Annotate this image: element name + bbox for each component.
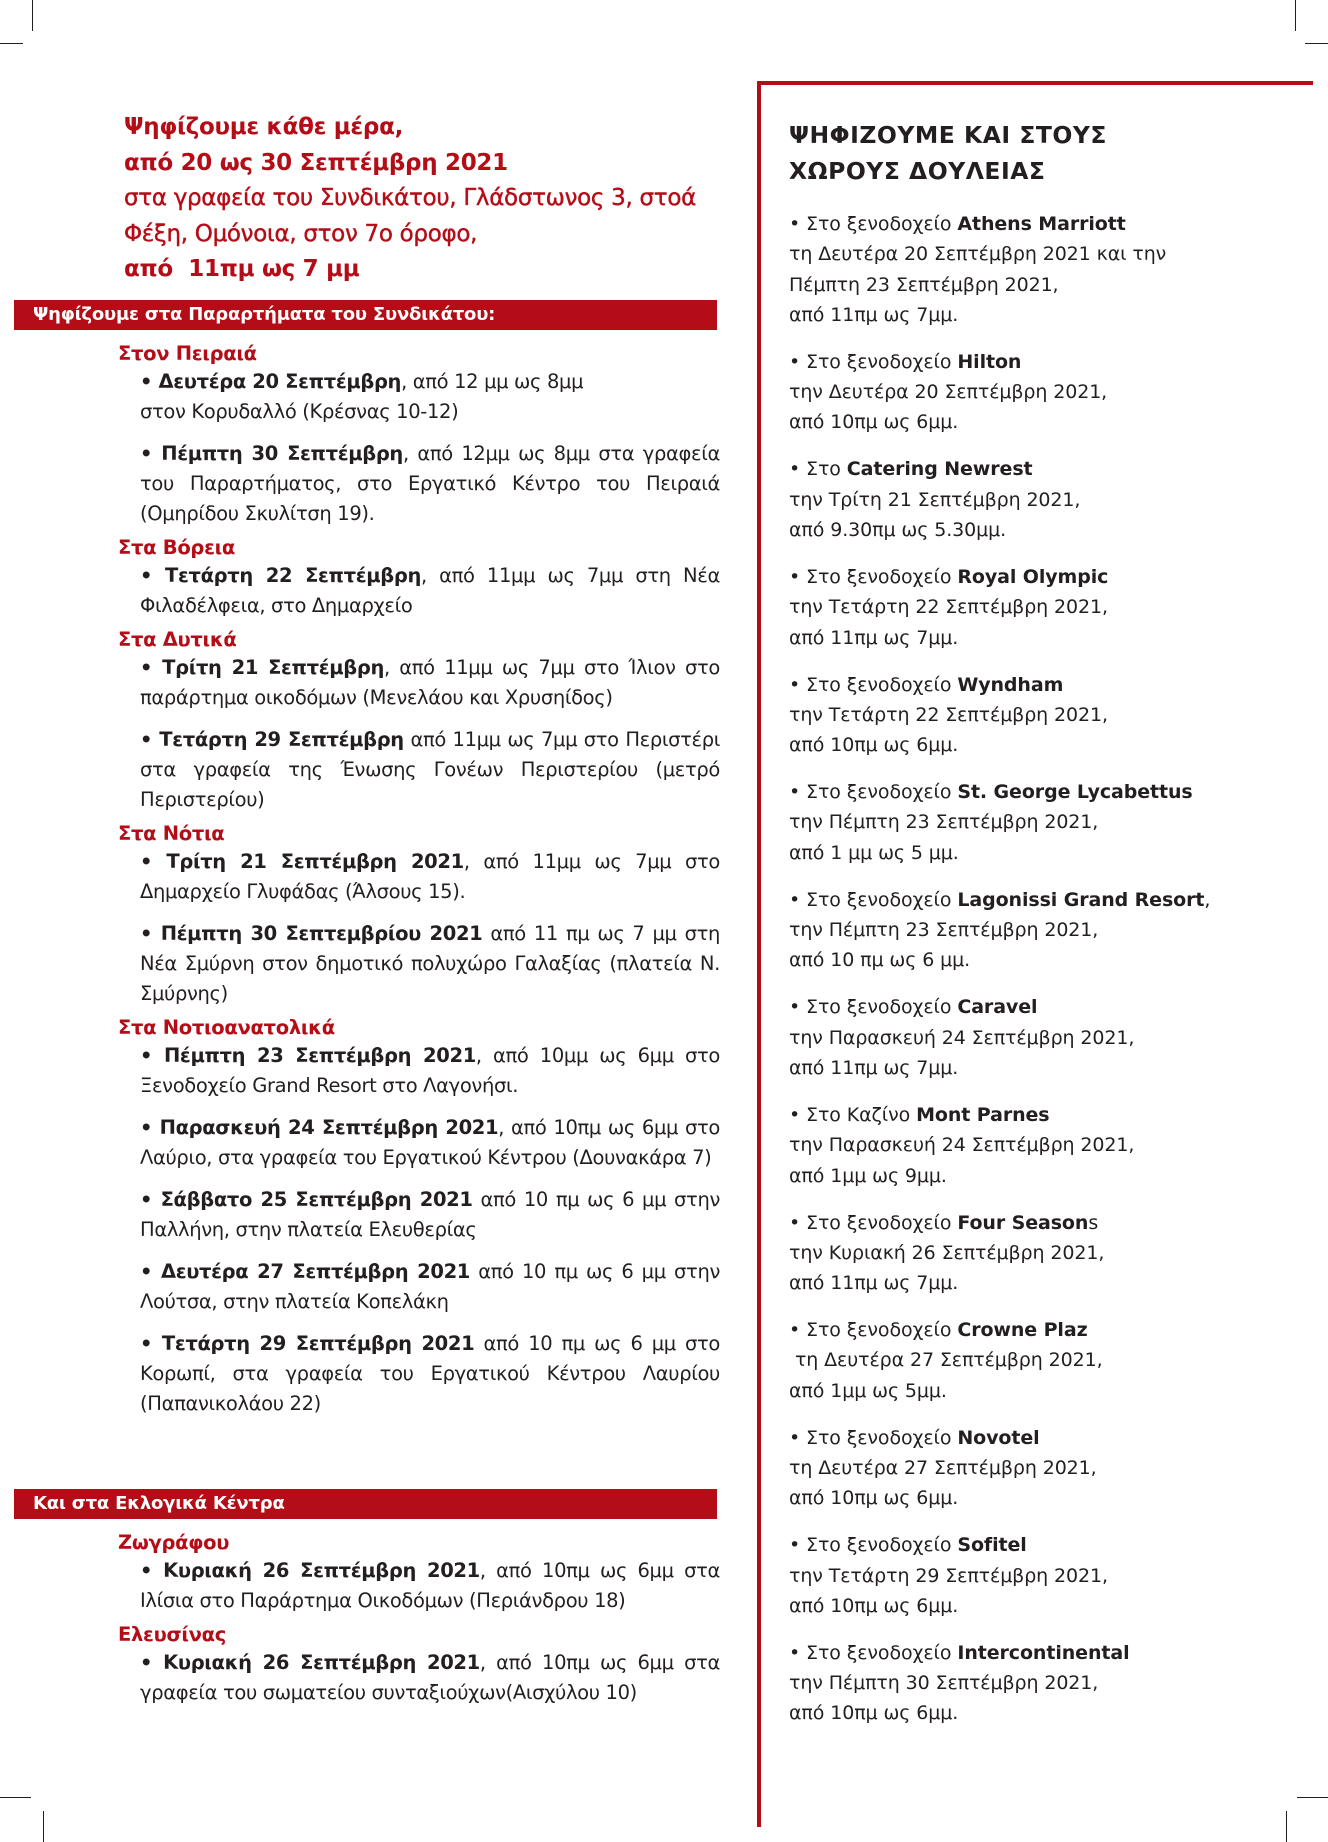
workplace-date: την Τετάρτη 29 Σεπτέμβρη 2021,: [789, 1564, 1108, 1587]
workplace-prefix: • Στο ξενοδοχείο: [789, 1211, 958, 1234]
workplace-item: [789, 1208, 1309, 1299]
workplace-time: από 11πμ ως 7μμ.: [789, 626, 959, 649]
electoral-list: [118, 1530, 720, 1714]
workplace-name-line: [789, 885, 1309, 915]
entry-date: • Τετάρτη 29 Σεπτέμβρη: [140, 728, 404, 751]
workplace-prefix: • Στο ξενοδοχείο: [789, 1641, 958, 1664]
workplace-prefix: • Στο Καζίνο: [789, 1103, 917, 1126]
entry-date: • Δευτέρα 27 Σεπτέμβρη 2021: [140, 1260, 471, 1283]
workplace-time: από 1 μμ ως 5 μμ.: [789, 841, 959, 864]
workplace-prefix: • Στο ξενοδοχείο: [789, 1319, 958, 1342]
workplace-name-line: [789, 1638, 1309, 1668]
workplace-name: Mont Parnes: [916, 1103, 1050, 1126]
region-title: Στον Πειραιά: [118, 342, 257, 365]
workplace-date: την Πέμπτη 30 Σεπτέμβρη 2021,: [789, 1672, 1099, 1695]
workplace-name: Wyndham: [957, 673, 1064, 696]
entry-details: , από 10πμ ως 6μμ στα γραφεία του σωματείου συνταξιούχων(Αισχύλου 10): [140, 1651, 720, 1704]
workplace-suffix: ,: [1204, 888, 1211, 911]
workplace-prefix: • Στο ξενοδοχείο: [789, 1534, 958, 1557]
entry-details: , από 11μμ ως 7μμ στη Νέα Φιλαδέλφεια, στο Δημαρχείο: [140, 564, 720, 617]
workplace-item: [789, 209, 1309, 330]
entry-date: • Τρίτη 21 Σεπτέμβρη 2021: [140, 850, 464, 873]
entry-date: • Πέμπτη 30 Σεπτεμβρίου 2021: [140, 922, 483, 945]
schedule-entry: [140, 1257, 720, 1317]
region-block: [118, 535, 720, 621]
crop-mark: [1295, 0, 1296, 31]
intro-line: από 20 ως 30 Σεπτέμβρη 2021: [124, 149, 508, 176]
workplace-name-line: [789, 1315, 1309, 1345]
workplace-date: την Τρίτη 21 Σεπτέμβρη 2021,: [789, 488, 1081, 511]
region-title: Στα Νοτιοανατολικά: [118, 1016, 335, 1039]
workplace-time: από 10πμ ως 6μμ.: [789, 1702, 959, 1725]
branches-header: Ψηφίζουμε στα Παραρτήματα του Συνδικάτου:: [14, 300, 717, 330]
crop-mark: [0, 1797, 31, 1798]
workplace-suffix: s: [1088, 1211, 1099, 1234]
workplace-name-line: [789, 347, 1309, 377]
workplace-prefix: • Στο ξενοδοχείο: [789, 213, 958, 235]
workplace-name: Crowne Plaz: [957, 1319, 1088, 1342]
workplaces-title-line: ΧΩΡΟΥΣ ΔΟΥΛΕΙΑΣ: [789, 157, 1046, 185]
region-title: Ζωγράφου: [118, 1531, 230, 1554]
entry-date: • Τετάρτη 22 Σεπτέμβρη: [140, 564, 421, 587]
workplace-time: από 1μμ ως 5μμ.: [789, 1379, 947, 1402]
workplace-item: [789, 1423, 1309, 1514]
workplace-date: την Πέμπτη 23 Σεπτέμβρη 2021,: [789, 811, 1099, 834]
entry-details: , από 12μμ ως 8μμ στα γραφεία του Παραρτήματος, στο Εργατικό Κέντρο του Πειραιά (Ομηρίδου Σκυλίτση 19).: [140, 442, 720, 525]
workplace-date: την Παρασκευή 24 Σεπτέμβρη 2021,: [789, 1026, 1135, 1049]
workplace-item: [789, 992, 1309, 1083]
workplaces-list: [789, 209, 1309, 1729]
workplace-prefix: • Στο ξενοδοχείο: [789, 673, 958, 696]
workplace-name-line: [789, 777, 1309, 807]
workplace-item: [789, 562, 1309, 653]
workplace-time: από 1μμ ως 9μμ.: [789, 1164, 947, 1187]
schedule-entry: [140, 919, 720, 1009]
region-block: [118, 821, 720, 1009]
workplace-name: Novotel: [957, 1426, 1040, 1449]
schedule-entry: [140, 439, 720, 529]
workplace-name-line: [789, 992, 1309, 1022]
entry-details: , από 10μμ ως 6μμ στο Ξενοδοχείο Grand Resort στο Λαγονήσι.: [140, 1044, 721, 1097]
workplace-prefix: • Στο ξενοδοχείο: [789, 350, 958, 373]
entry-details: , από 11μμ ως 7μμ στο Ίλιον στο παράρτημα οικοδόμων (Μενελάου και Χρυσηίδος): [140, 656, 720, 709]
workplace-name-line: [789, 1530, 1309, 1560]
workplace-time: από 10πμ ως 6μμ.: [789, 411, 959, 434]
crop-mark: [32, 0, 33, 31]
schedule-entry: [140, 1556, 720, 1616]
intro-line: στα γραφεία του Συνδικάτου, Γλάδστωνος 3, στοά: [124, 185, 696, 211]
entry-date: • Πέμπτη 23 Σεπτέμβρη 2021: [140, 1044, 476, 1067]
workplace-date: την Παρασκευή 24 Σεπτέμβρη 2021,: [789, 1134, 1135, 1157]
entry-details: από 11 πμ ως 7 μμ στη Νέα Σμύρνη στον δημοτικό πολυχώρο Γαλαξίας (πλατεία Ν. Σμύρνης): [140, 922, 720, 1005]
workplace-time: από 10 πμ ως 6 μμ.: [789, 949, 971, 972]
workplace-prefix: • Στο ξενοδοχείο: [789, 1426, 958, 1449]
workplace-item: [789, 1315, 1309, 1406]
schedule-entry: [140, 367, 720, 427]
crop-mark: [43, 1811, 44, 1842]
workplace-date: τη Δευτέρα 20 Σεπτέμβρη 2021 και την Πέμπτη 23 Σεπτέμβρη 2021,: [789, 243, 1167, 296]
workplace-item: [789, 1530, 1309, 1621]
workplace-name-line: [789, 670, 1309, 700]
entry-details: , από 10πμ ως 6μμ στο Λαύριο, στα γραφεία του Εργατικού Κέντρου (Δουνακάρα 7): [140, 1116, 720, 1169]
crop-mark: [0, 43, 23, 44]
workplace-time: από 11πμ ως 7μμ.: [789, 1272, 959, 1295]
workplace-prefix: • Στο ξενοδοχείο: [789, 566, 958, 589]
entry-date: • Τρίτη 21 Σεπτέμβρη: [140, 656, 384, 679]
region-title: Ελευσίνας: [118, 1623, 227, 1646]
workplace-time: από 11πμ ως 7μμ.: [789, 1056, 959, 1079]
entry-details: , από 11μμ ως 7μμ στο Δημαρχείο Γλυφάδας (Άλσους 15).: [140, 850, 721, 903]
workplace-item: [789, 454, 1309, 545]
workplace-item: [789, 670, 1309, 761]
entry-details: από 10 πμ ως 6 μμ στο Κορωπί, στα γραφεία του Εργατικού Κέντρου Λαυρίου (Παπανικολάου 22): [140, 1332, 720, 1415]
workplace-prefix: • Στο ξενοδοχείο: [789, 888, 958, 911]
workplace-date: τη Δευτέρα 27 Σεπτέμβρη 2021,: [789, 1456, 1097, 1479]
workplace-time: από 11πμ ως 7μμ.: [789, 303, 959, 326]
entry-date: • Τετάρτη 29 Σεπτέμβρη 2021: [140, 1332, 475, 1355]
region-block: [118, 1530, 720, 1616]
entry-date: • Κυριακή 26 Σεπτέμβρη 2021: [140, 1651, 480, 1674]
region-title: Στα Βόρεια: [118, 536, 236, 559]
schedule-entry: [140, 1113, 720, 1173]
entry-details: , από 10πμ ως 6μμ στα Ιλίσια στο Παράρτημα Οικοδόμων (Περιάνδρου 18): [140, 1559, 720, 1612]
schedule-entry: [140, 1041, 720, 1101]
workplaces-title-line: ΨΗΦΙΖΟΥΜΕ ΚΑΙ ΣΤΟΥΣ: [789, 121, 1107, 149]
schedule-entry: [140, 561, 720, 621]
workplace-name: Sofitel: [957, 1534, 1027, 1557]
workplaces-title: [789, 117, 1107, 189]
workplace-name-line: [789, 454, 1309, 484]
workplace-time: από 9.30πμ ως 5.30μμ.: [789, 519, 1007, 542]
region-title: Στα Δυτικά: [118, 628, 237, 651]
region-title: Στα Νότια: [118, 822, 225, 845]
workplace-name-line: [789, 562, 1309, 592]
workplace-item: [789, 1100, 1309, 1191]
schedule-entry: [140, 1329, 720, 1419]
entry-date: • Σάββατο 25 Σεπτέμβρη 2021: [140, 1188, 473, 1211]
workplace-name-line: [789, 1100, 1309, 1130]
region-block: [118, 1015, 720, 1419]
region-block: [118, 627, 720, 815]
entry-details: στον Κορυδαλλό (Κρέσνας 10-12): [140, 400, 459, 423]
workplace-date: την Τετάρτη 22 Σεπτέμβρη 2021,: [789, 596, 1108, 619]
workplace-name: St. George Lycabettus: [957, 781, 1193, 804]
workplace-name: Four Season: [957, 1211, 1089, 1234]
intro-line: Φέξη, Ομόνοια, στον 7ο όροφο,: [124, 220, 478, 247]
schedule-entry: [140, 1648, 720, 1708]
region-block: [118, 341, 720, 529]
workplace-time: από 10πμ ως 6μμ.: [789, 1487, 959, 1510]
workplace-time: από 10πμ ως 6μμ.: [789, 1594, 959, 1617]
intro-line: από 11πμ ως 7 μμ: [124, 256, 360, 282]
entry-date: • Δευτέρα 20 Σεπτέμβρη: [140, 370, 402, 393]
workplace-name: Intercontinental: [957, 1641, 1130, 1664]
workplace-name: Catering Newrest: [846, 458, 1033, 481]
region-block: [118, 1622, 720, 1708]
entry-date: • Πέμπτη 30 Σεπτέμβρη: [140, 442, 403, 465]
workplace-name: Royal Olympic: [957, 566, 1109, 589]
entry-details: από 10 πμ ως 6 μμ στην Παλλήνη, στην πλατεία Ελευθερίας: [140, 1188, 721, 1241]
workplace-date: την Τετάρτη 22 Σεπτέμβρη 2021,: [789, 703, 1108, 726]
workplace-item: [789, 1638, 1309, 1729]
workplace-date: την Πέμπτη 23 Σεπτέμβρη 2021,: [789, 919, 1099, 942]
schedule-entry: [140, 847, 720, 907]
schedule-entry: [140, 653, 720, 713]
workplace-item: [789, 777, 1309, 868]
schedule-entry: [140, 1185, 720, 1245]
entry-details: , από 12 μμ ως 8μμ: [401, 370, 584, 393]
workplace-time: από 10πμ ως 6μμ.: [789, 734, 959, 757]
branches-list: [118, 341, 720, 1425]
workplace-prefix: • Στο ξενοδοχείο: [789, 996, 958, 1019]
intro-line: Ψηφίζουμε κάθε μέρα,: [124, 114, 404, 140]
workplace-date: την Δευτέρα 20 Σεπτέμβρη 2021,: [789, 381, 1108, 404]
electoral-header: Και στα Εκλογικά Κέντρα: [14, 1489, 717, 1519]
workplace-prefix: • Στο: [789, 458, 847, 481]
workplace-name: Hilton: [957, 350, 1022, 373]
workplace-name-line: [789, 209, 1309, 239]
entry-date: • Κυριακή 26 Σεπτέμβρη 2021: [140, 1559, 480, 1582]
entry-details: από 10 πμ ως 6 μμ στην Λούτσα, στην πλατεία Κοπελάκη: [140, 1260, 720, 1313]
workplace-date: τη Δευτέρα 27 Σεπτέμβρη 2021,: [789, 1349, 1103, 1372]
workplace-item: [789, 347, 1309, 438]
workplace-name-line: [789, 1208, 1309, 1238]
workplace-item: [789, 885, 1309, 976]
intro-heading: [124, 110, 724, 288]
crop-mark: [1305, 43, 1328, 44]
schedule-entry: [140, 725, 720, 815]
workplace-name: Caravel: [957, 996, 1038, 1019]
workplace-name-line: [789, 1423, 1309, 1453]
entry-date: • Παρασκευή 24 Σεπτέμβρη 2021: [140, 1116, 499, 1139]
workplace-date: την Κυριακή 26 Σεπτέμβρη 2021,: [789, 1241, 1105, 1264]
workplace-prefix: • Στο ξενοδοχείο: [789, 781, 958, 804]
workplace-name: Athens Marriott: [957, 213, 1126, 235]
workplace-name: Lagonissi Grand Resort: [957, 888, 1205, 911]
workplaces-panel: [757, 81, 1313, 1827]
entry-details: από 11μμ ως 7μμ στο Περιστέρι στα γραφεία της Ένωσης Γονέων Περιστερίου (μετρό Περιστερίου): [140, 728, 720, 811]
